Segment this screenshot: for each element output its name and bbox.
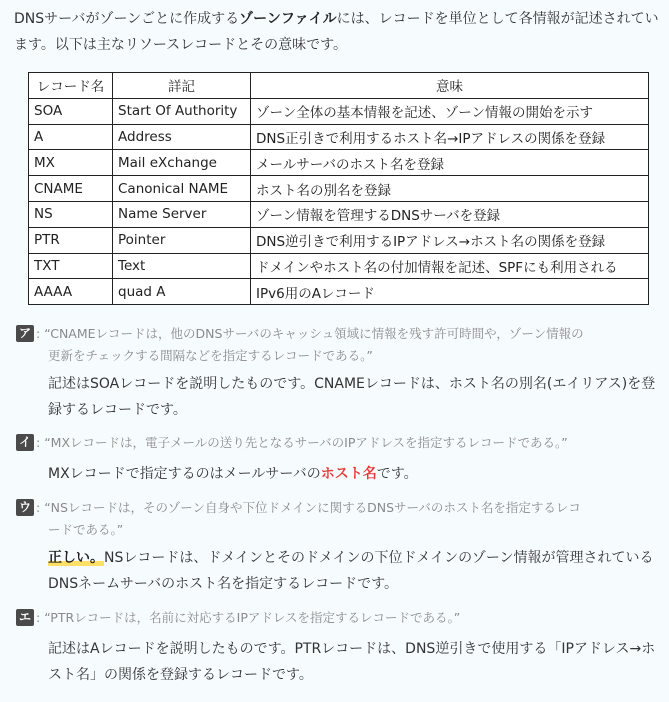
- resource-record-table: [28, 72, 649, 305]
- choice-u-answer: NSレコードは、ドメインとそのドメインの下位ドメインのゾーン情報が管理されているDNSネームサーバのホスト名を指定するレコードです。: [48, 550, 654, 592]
- choice-i-statement: [16, 432, 662, 454]
- cell-meaning: ゾーン情報を管理するDNSサーバを登録: [251, 201, 649, 227]
- cell-record: SOA: [29, 98, 113, 124]
- choice-u-correct-mark: 正しい。: [48, 550, 104, 566]
- choice-i-answer-post: です。: [376, 466, 418, 482]
- header-meaning: 意味: [251, 73, 649, 99]
- choice-a-badge: ア: [16, 325, 34, 342]
- cell-detail: Pointer: [113, 227, 251, 253]
- choice-e-explanation: [48, 636, 662, 688]
- cell-detail: Address: [113, 124, 251, 150]
- cell-meaning: DNS正引きで利用するホスト名→IPアドレスの関係を登録: [251, 124, 649, 150]
- choice-i-badge: イ: [16, 434, 34, 451]
- cell-detail: Text: [113, 253, 251, 279]
- choice-i-line1: “MXレコードは，電子メールの送り先となるサーバのIPアドレスを指定するレコードである。”: [44, 435, 568, 450]
- table-row: [29, 124, 649, 150]
- cell-meaning: ドメインやホスト名の付加情報を記述、SPFにも利用される: [251, 253, 649, 279]
- cell-record: TXT: [29, 253, 113, 279]
- choice-i-colon: :: [36, 435, 41, 450]
- choice-i-answer-highlight: ホスト名: [320, 466, 377, 482]
- choice-e-badge: エ: [16, 609, 34, 626]
- choice-u-line1: “NSレコードは，そのゾーン自身や下位ドメインに関するDNSサーバのホスト名を指定するレコ: [44, 500, 581, 515]
- table-header-row: [29, 73, 649, 99]
- cell-record: PTR: [29, 227, 113, 253]
- cell-meaning: DNS逆引きで利用するIPアドレス→ホスト名の関係を登録: [251, 227, 649, 253]
- choice-e-statement: [16, 607, 662, 629]
- choice-a-line1: “CNAMEレコードは，他のDNSサーバのキャッシュ領域に情報を残す許可時間や，ゾーン情報の: [44, 326, 584, 341]
- cell-record: A: [29, 124, 113, 150]
- cell-detail: Mail eXchange: [113, 150, 251, 176]
- choice-a-explanation: [48, 371, 662, 423]
- cell-detail: Start Of Authority: [113, 98, 251, 124]
- choice-u-explanation: [48, 545, 662, 597]
- choice-a-answer: 記述はSOAレコードを説明したものです。CNAMEレコードは、ホスト名の別名(エイリアス)を登録するレコードです。: [48, 376, 656, 418]
- choice-i-explanation: [48, 461, 662, 487]
- intro-text-2: には、レコードを単位として各情報が記述されています。以下は主なリソースレコードとその意味です。: [14, 11, 659, 53]
- table-row: [29, 227, 649, 253]
- table-row: [29, 176, 649, 202]
- cell-meaning: IPv6用のAレコード: [251, 279, 649, 305]
- table-row: [29, 201, 649, 227]
- choice-a-colon: :: [36, 326, 41, 341]
- intro-bold-term: ゾーンファイル: [239, 11, 337, 27]
- header-record-name: レコード名: [29, 73, 113, 99]
- cell-detail: Canonical NAME: [113, 176, 251, 202]
- cell-meaning: ホスト名の別名を登録: [251, 176, 649, 202]
- cell-record: AAAA: [29, 279, 113, 305]
- table-row: [29, 253, 649, 279]
- cell-record: MX: [29, 150, 113, 176]
- table-row: [29, 98, 649, 124]
- intro-paragraph: [14, 6, 660, 58]
- cell-record: CNAME: [29, 176, 113, 202]
- header-detail: 詳記: [113, 73, 251, 99]
- choice-a-line2: 更新をチェックする間隔などを指定するレコードである。”: [48, 348, 373, 363]
- table-row: [29, 150, 649, 176]
- choice-u-statement: [16, 497, 662, 541]
- cell-meaning: ゾーン全体の基本情報を記述、ゾーン情報の開始を示す: [251, 98, 649, 124]
- intro-text-1: DNSサーバがゾーンごとに作成する: [14, 11, 240, 27]
- table-row: [29, 279, 649, 305]
- cell-detail: quad A: [113, 279, 251, 305]
- cell-detail: Name Server: [113, 201, 251, 227]
- choice-e-line1: “PTRレコードは，名前に対応するIPアドレスを指定するレコードである。”: [44, 610, 461, 625]
- cell-meaning: メールサーバのホスト名を登録: [251, 150, 649, 176]
- choice-i-answer-pre: MXレコードで指定するのはメールサーバの: [48, 466, 321, 482]
- choice-e-answer: 記述はAレコードを説明したものです。PTRレコードは、DNS逆引きで使用する「IPアドレス→ホスト名」の関係を登録するレコードです。: [48, 641, 656, 683]
- choice-u-badge: ウ: [16, 499, 34, 516]
- cell-record: NS: [29, 201, 113, 227]
- choice-e-colon: :: [36, 610, 41, 625]
- choice-a-statement: [16, 323, 662, 367]
- choice-u-line2: ードである。”: [48, 522, 124, 537]
- choice-u-colon: :: [36, 500, 41, 515]
